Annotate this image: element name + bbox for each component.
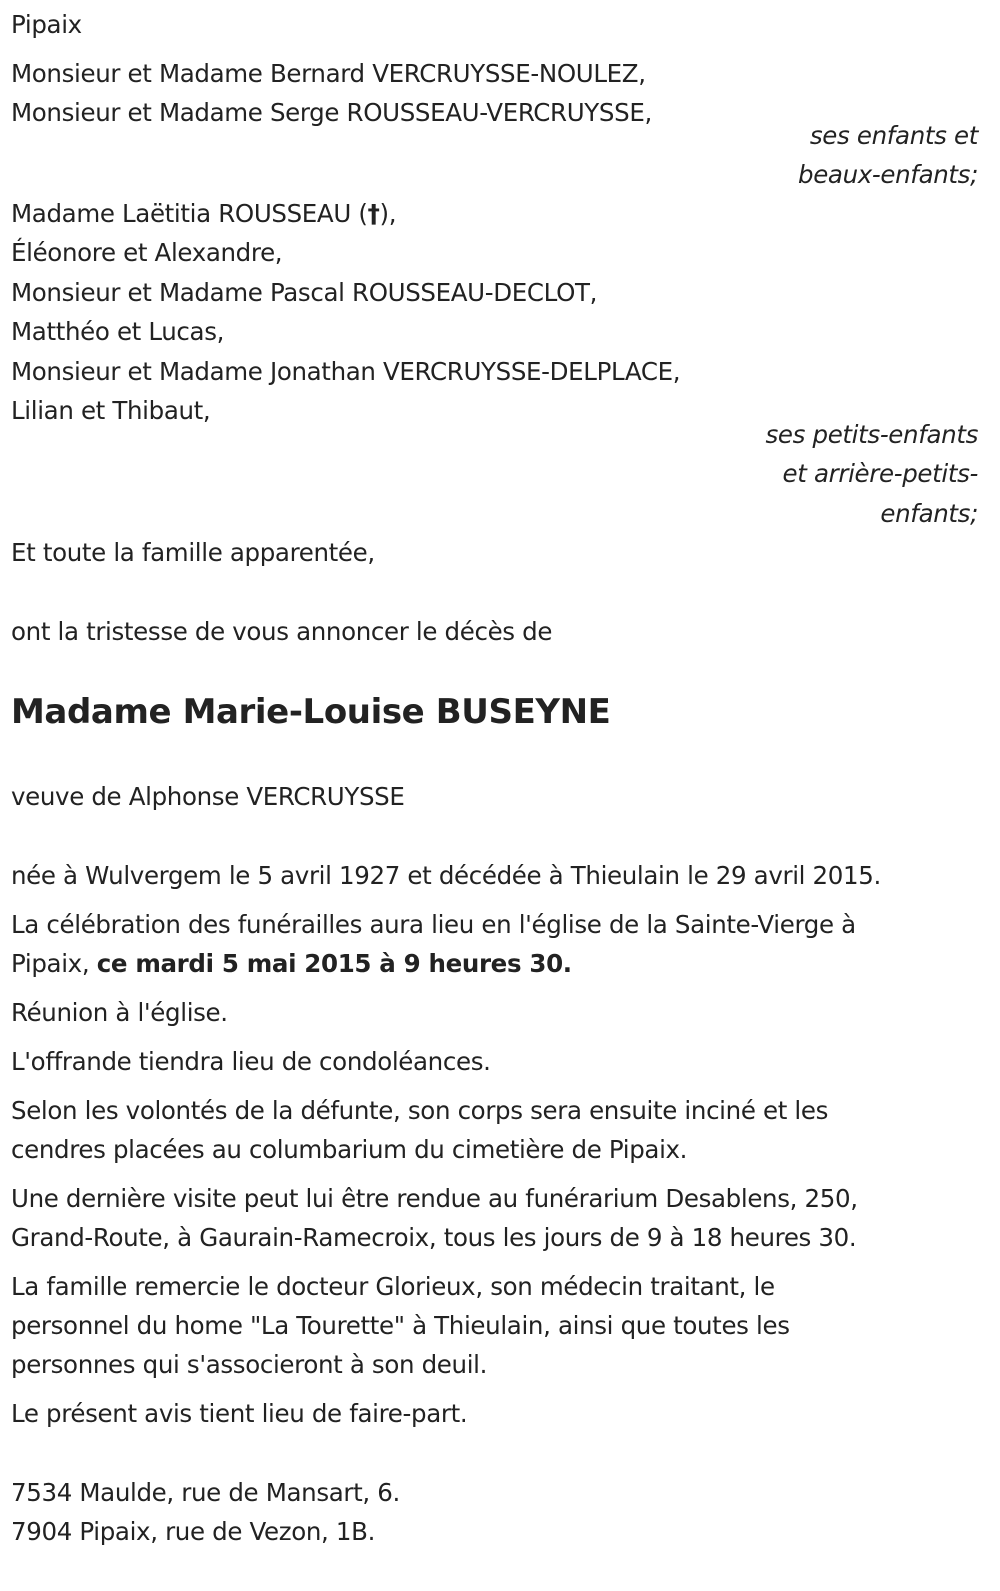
funeral-line-2-prefix: Pipaix, — [11, 949, 97, 978]
address-line-2: 7904 Pipaix, rue de Vezon, 1B. — [11, 1517, 376, 1546]
grandchild-line-4: Matthéo et Lucas, — [11, 317, 225, 346]
grandchild-line-1 — [11, 194, 978, 234]
location-header: Pipaix — [11, 10, 82, 39]
grandchild-line-1-prefix: Madame Laëtitia ROUSSEAU ( — [11, 199, 368, 228]
address-line-1: 7534 Maulde, rue de Mansart, 6. — [11, 1478, 400, 1507]
funeral-line-2 — [11, 944, 978, 984]
child-line-2: Monsieur et Madame Serge ROUSSEAU-VERCRUYSSE, — [11, 98, 652, 127]
notice-line: Le présent avis tient lieu de faire-part. — [11, 1399, 468, 1428]
grandchildren-caption-3: enfants; — [880, 499, 978, 528]
thanks-line-2: personnel du home "La Tourette" à Thieulain, ainsi que toutes les — [11, 1311, 790, 1340]
child-line-1: Monsieur et Madame Bernard VERCRUYSSE-NOULEZ, — [11, 59, 646, 88]
cremation-line-1: Selon les volontés de la défunte, son corps sera ensuite inciné et les — [11, 1096, 828, 1125]
children-caption-2: beaux-enfants; — [798, 160, 978, 189]
offering-line: L'offrande tiendra lieu de condoléances. — [11, 1047, 491, 1076]
family-line: Et toute la famille apparentée, — [11, 538, 375, 567]
funeral-datetime: ce mardi 5 mai 2015 à 9 heures 30. — [96, 949, 572, 978]
announce-line: ont la tristesse de vous annoncer le décès de — [11, 617, 553, 646]
children-caption-1: ses enfants et — [809, 121, 978, 150]
visit-line-2: Grand-Route, à Gaurain-Ramecroix, tous les jours de 9 à 18 heures 30. — [11, 1223, 857, 1252]
grandchild-line-3: Monsieur et Madame Pascal ROUSSEAU-DECLOT, — [11, 278, 598, 307]
grandchild-line-2: Éléonore et Alexandre, — [11, 238, 283, 267]
visit-line-1: Une dernière visite peut lui être rendue au funérarium Desablens, 250, — [11, 1184, 858, 1213]
grandchildren-caption-2: et arrière-petits- — [782, 459, 978, 488]
thanks-line-3: personnes qui s'associeront à son deuil. — [11, 1350, 488, 1379]
grandchild-line-1-suffix: ), — [379, 199, 397, 228]
funeral-line-1: La célébration des funérailles aura lieu en l'église de la Sainte-Vierge à — [11, 910, 856, 939]
widow-line: veuve de Alphonse VERCRUYSSE — [11, 782, 405, 811]
meeting-line: Réunion à l'église. — [11, 998, 228, 1027]
thanks-line-1: La famille remercie le docteur Glorieux, son médecin traitant, le — [11, 1272, 775, 1301]
birth-death-line: née à Wulvergem le 5 avril 1927 et décédée à Thieulain le 29 avril 2015. — [11, 861, 881, 890]
deceased-name: Madame Marie-Louise BUSEYNE — [11, 692, 611, 732]
grandchild-line-5: Monsieur et Madame Jonathan VERCRUYSSE-DELPLACE, — [11, 357, 681, 386]
grandchild-line-6: Lilian et Thibaut, — [11, 396, 211, 425]
cremation-line-2: cendres placées au columbarium du cimetière de Pipaix. — [11, 1135, 688, 1164]
cross-icon: † — [367, 199, 380, 228]
grandchildren-caption-1: ses petits-enfants — [765, 420, 978, 449]
